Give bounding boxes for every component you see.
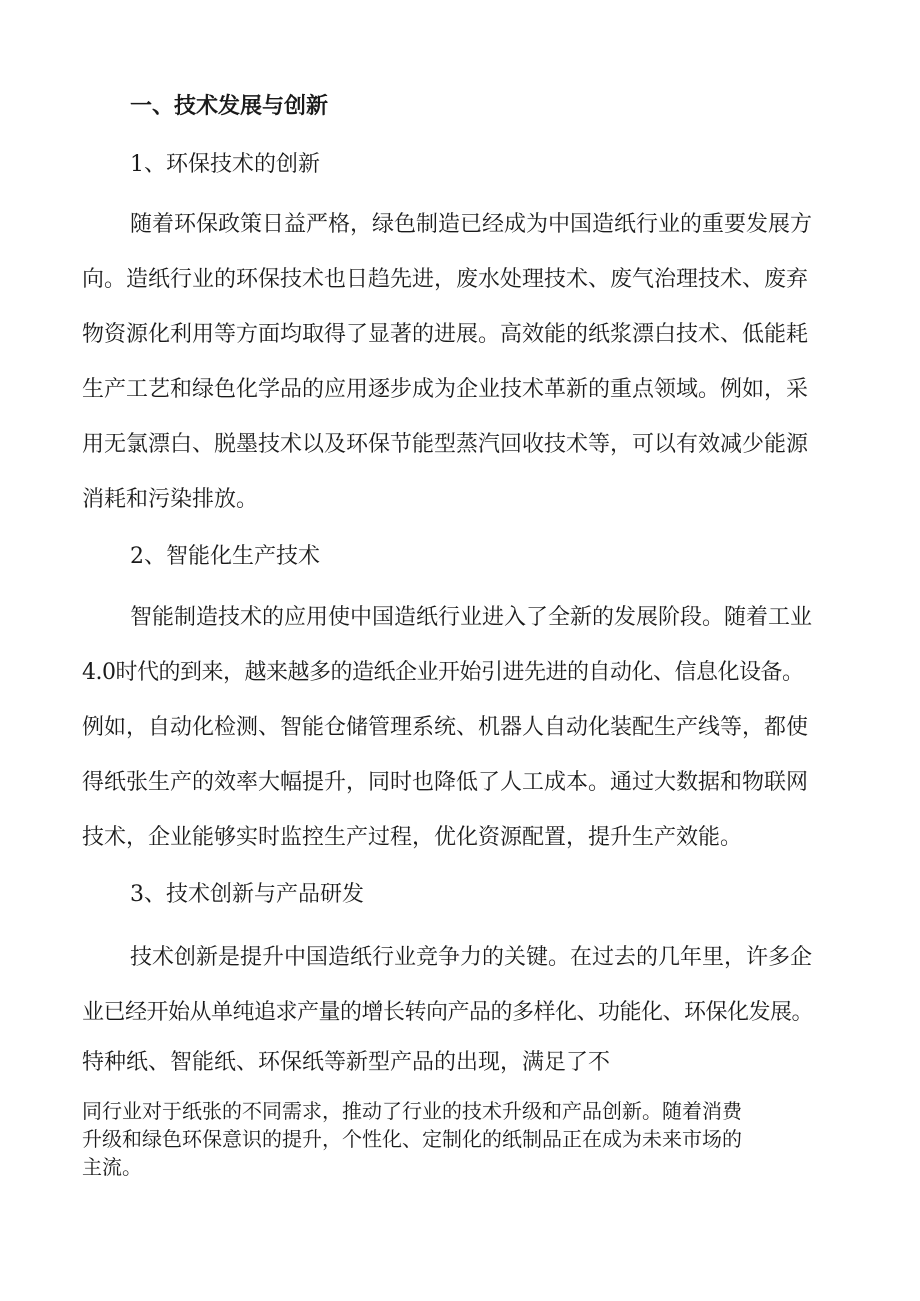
paragraph-line: 物资源化利用等方面均取得了显著的进展。高效能的纸浆漂白技术、低能耗 — [82, 322, 809, 347]
paragraph-line: 4.0时代的到来，越来越多的造纸企业开始引进先进的自动化、信息化设备。 — [82, 660, 804, 685]
section-title: 3、技术创新与产品研发 — [130, 882, 364, 907]
paragraph-line: 技术，企业能够实时监控生产过程，优化资源配置，提升生产效能。 — [82, 825, 743, 850]
paragraph-line: 升级和绿色环保意识的提升，个性化、定制化的纸制品正在成为未来市场的 — [82, 1127, 742, 1151]
paragraph-line: 用无氯漂白、脱墨技术以及环保节能型蒸汽回收技术等，可以有效减少能源 — [82, 432, 809, 457]
paragraph-line: 特种纸、智能纸、环保纸等新型产品的出现，满足了不 — [82, 1050, 611, 1075]
section-title: 1、环保技术的创新 — [130, 152, 320, 177]
paragraph-line: 技术创新是提升中国造纸行业竞争力的关键。在过去的几年里，许多企 — [130, 945, 813, 970]
paragraph-line: 得纸张生产的效率大幅提升，同时也降低了人工成本。通过大数据和物联网 — [82, 770, 809, 795]
paragraph-line: 向。造纸行业的环保技术也日趋先进，废水处理技术、废气治理技术、废弃 — [82, 267, 809, 292]
page-heading: 一、技术发展与创新 — [130, 94, 329, 119]
paragraph-line: 业已经开始从单纯追求产量的增长转向产品的多样化、功能化、环保化发展。 — [82, 1000, 814, 1025]
paragraph-line: 智能制造技术的应用使中国造纸行业进入了全新的发展阶段。随着工业 — [130, 605, 813, 630]
paragraph-line: 消耗和污染排放。 — [82, 487, 259, 512]
paragraph-line: 主流。 — [82, 1155, 142, 1179]
paragraph-line: 生产工艺和绿色化学品的应用逐步成为企业技术革新的重点领域。例如，采 — [82, 377, 809, 402]
paragraph-line: 随着环保政策日益严格，绿色制造已经成为中国造纸行业的重要发展方 — [130, 212, 813, 237]
section-title: 2、智能化生产技术 — [130, 544, 320, 569]
paragraph-line: 例如，自动化检测、智能仓储管理系统、机器人自动化装配生产线等，都使 — [82, 715, 809, 740]
paragraph-line: 同行业对于纸张的不同需求，推动了行业的技术升级和产品创新。随着消费 — [82, 1099, 742, 1123]
